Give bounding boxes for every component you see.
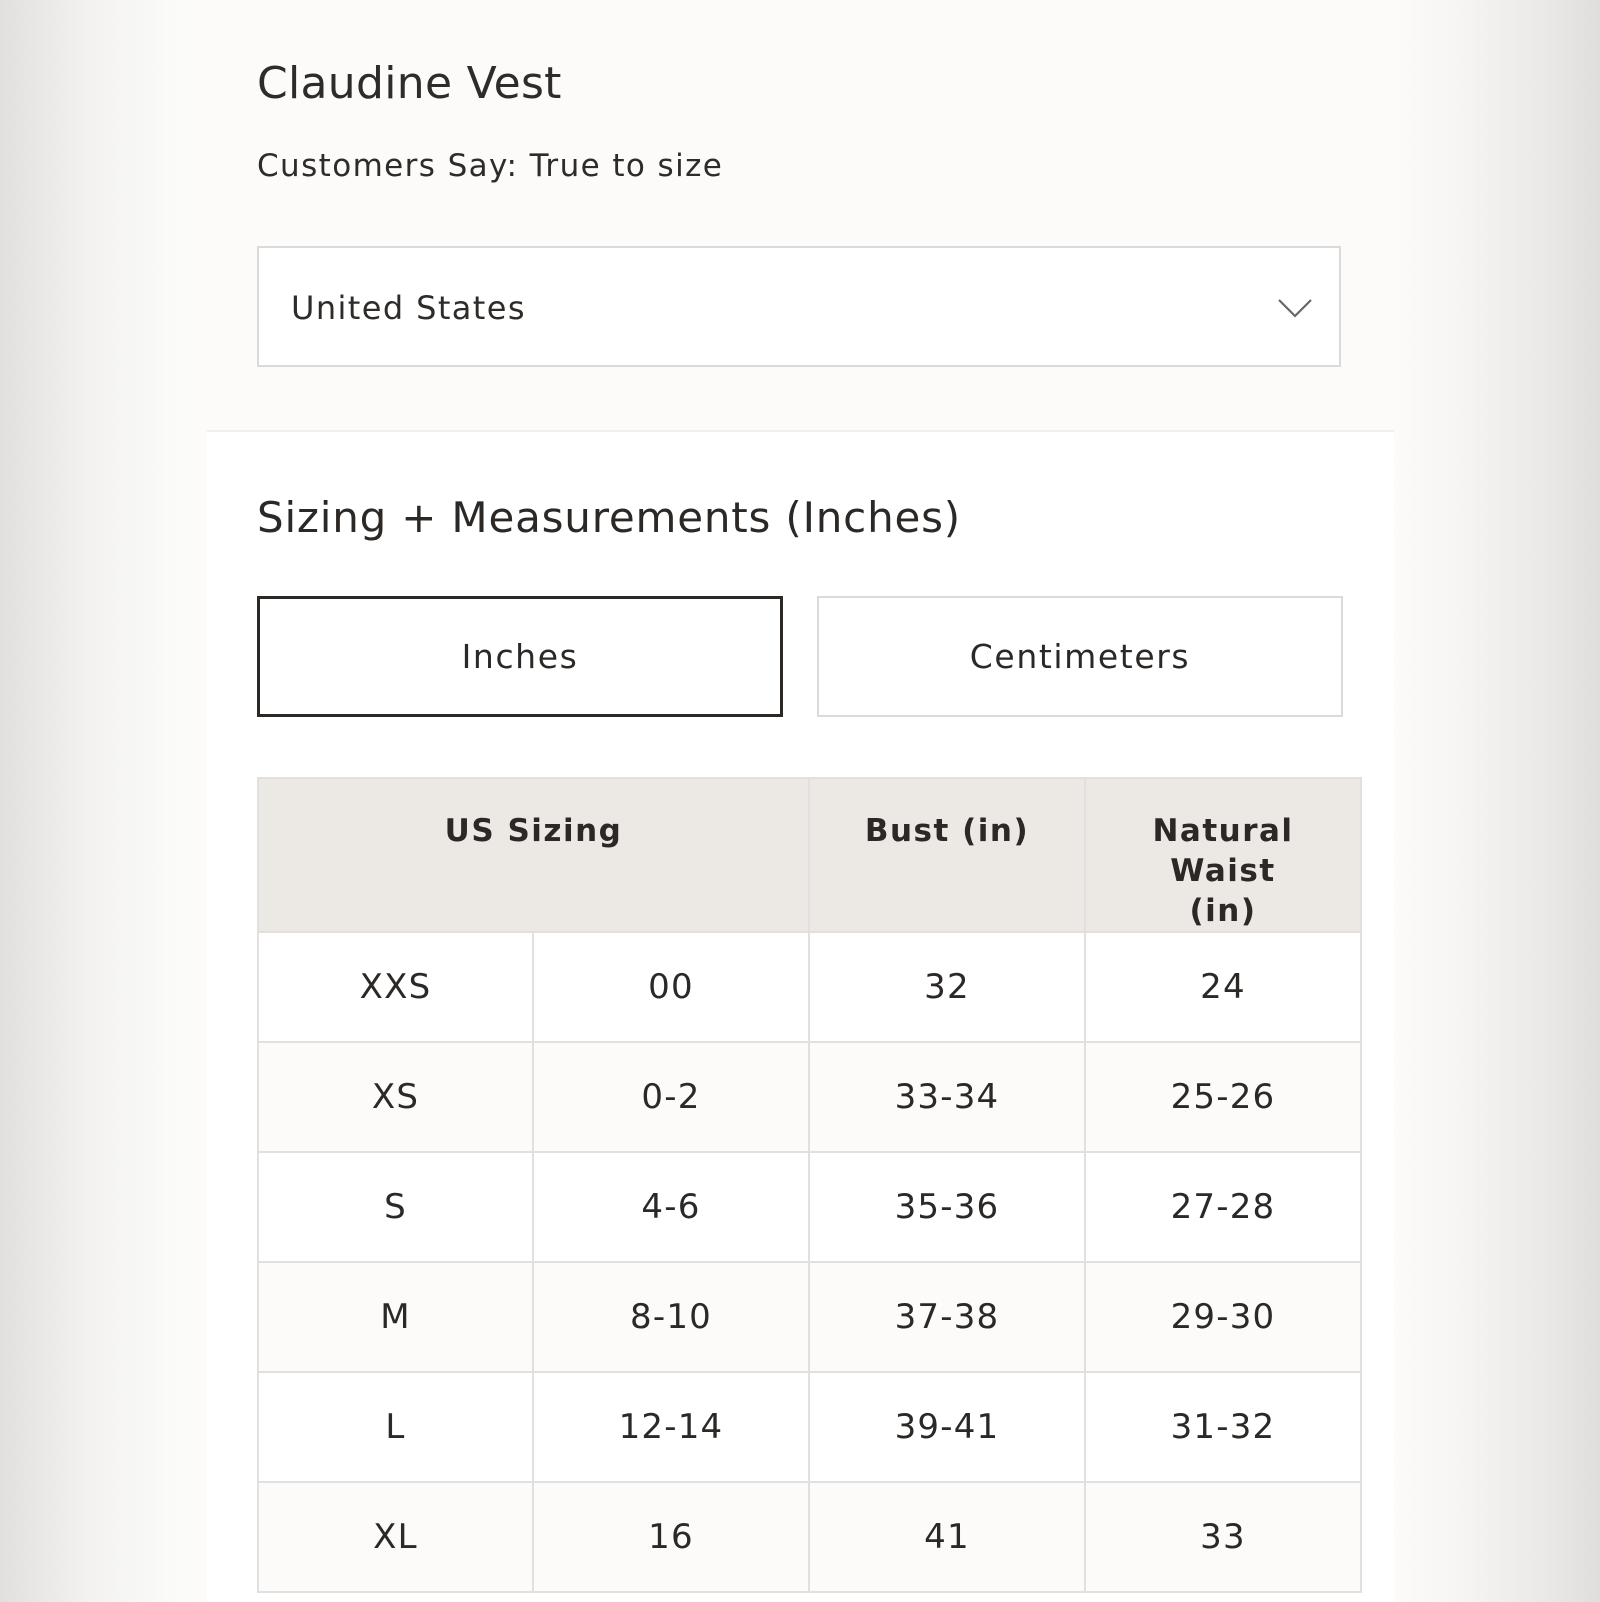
region-select[interactable] <box>257 246 1341 367</box>
size-chart-table <box>257 777 1362 1593</box>
inches-tab[interactable] <box>257 596 783 717</box>
inches-tab-label: Inches <box>461 637 579 676</box>
cell-number: 12-14 <box>533 1372 809 1482</box>
fit-note: Customers Say: True to size <box>257 148 724 184</box>
cell-size: XL <box>258 1482 533 1592</box>
cell-size: S <box>258 1152 533 1262</box>
cell-bust: 33-34 <box>809 1042 1085 1152</box>
cell-number: 8-10 <box>533 1262 809 1372</box>
cell-size: XS <box>258 1042 533 1152</box>
centimeters-tab[interactable] <box>817 596 1343 717</box>
product-title: Claudine Vest <box>257 58 562 109</box>
cell-number: 00 <box>533 932 809 1042</box>
cell-size: M <box>258 1262 533 1372</box>
region-select-value: United States <box>291 289 526 327</box>
header-bust: Bust (in) <box>809 778 1085 932</box>
cell-waist: 24 <box>1085 932 1361 1042</box>
header-us-sizing: US Sizing <box>258 778 809 932</box>
cell-waist: 29-30 <box>1085 1262 1361 1372</box>
table-header-row <box>258 778 1361 932</box>
cell-waist: 33 <box>1085 1482 1361 1592</box>
table-row <box>258 1372 1361 1482</box>
cell-waist: 31-32 <box>1085 1372 1361 1482</box>
header-natural-waist <box>1085 778 1361 932</box>
cell-bust: 32 <box>809 932 1085 1042</box>
cell-bust: 35-36 <box>809 1152 1085 1262</box>
sizing-panel <box>207 430 1394 1602</box>
cell-number: 4-6 <box>533 1152 809 1262</box>
sizing-section-title: Sizing + Measurements (Inches) <box>257 493 961 542</box>
chevron-down-icon <box>1273 286 1317 330</box>
table-row <box>258 932 1361 1042</box>
cell-size: L <box>258 1372 533 1482</box>
centimeters-tab-label: Centimeters <box>969 637 1191 676</box>
cell-waist: 25-26 <box>1085 1042 1361 1152</box>
table-row <box>258 1482 1361 1592</box>
cell-number: 0-2 <box>533 1042 809 1152</box>
cell-bust: 39-41 <box>809 1372 1085 1482</box>
table-row <box>258 1262 1361 1372</box>
cell-number: 16 <box>533 1482 809 1592</box>
cell-bust: 41 <box>809 1482 1085 1592</box>
cell-bust: 37-38 <box>809 1262 1085 1372</box>
cell-waist: 27-28 <box>1085 1152 1361 1262</box>
cell-size: XXS <box>258 932 533 1042</box>
table-row <box>258 1042 1361 1152</box>
product-header-panel <box>207 0 1394 430</box>
table-row <box>258 1152 1361 1262</box>
header-natural-waist-label: Natural Waist (in) <box>1152 813 1294 929</box>
